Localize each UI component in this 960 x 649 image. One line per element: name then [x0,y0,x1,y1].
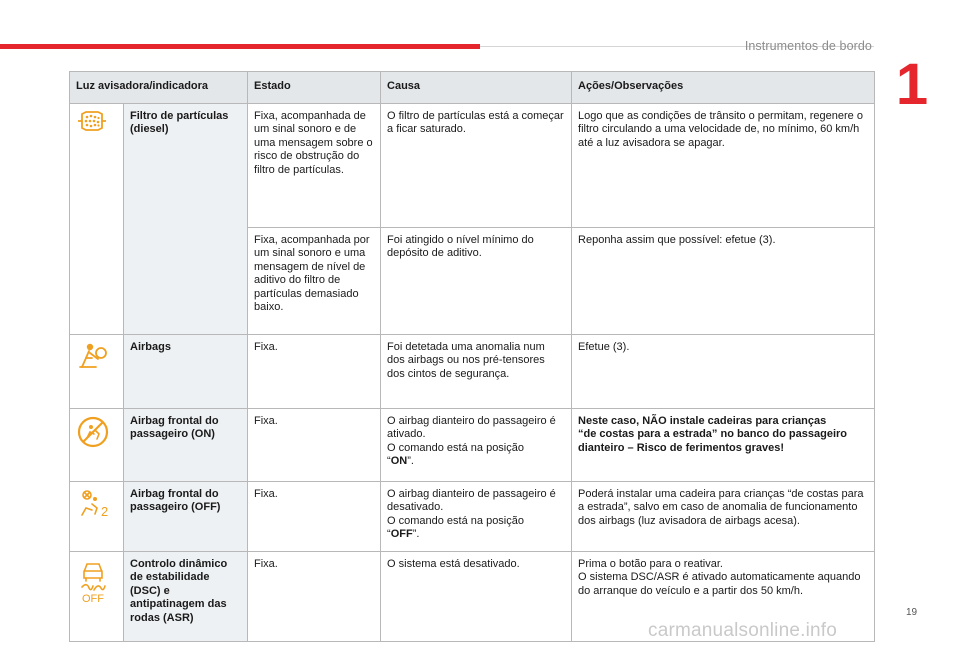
dsc-asr-off-icon [76,558,110,604]
acoes-cell: Poderá instalar uma cadeira para crianças “de costas para a estrada”, salvo em caso de anomalia de funcionamento dos airbags (luz avisadora de airbags acesa). [572,482,875,552]
header-acoes: Ações/Observações [572,72,875,104]
acoes-cell: Efetue (3). [572,335,875,409]
acoes-cell: Logo que as condições de trânsito o permitam, regenere o filtro circulando a uma velocidade de, no mínimo, 60 km/h até a luz avisadora se apagar. [572,104,875,228]
passenger-airbag-on-icon [76,415,110,449]
causa-line [387,515,565,542]
header-estado: Estado [248,72,381,104]
estado-cell: Fixa, acompanhada de um sinal sonoro e de uma mensagem sobre o risco de obstrução do filtro de partículas. [248,104,381,228]
light-name: Filtro de partículas (diesel) [124,104,248,335]
dsc-off-label: OFF [82,593,104,604]
causa-cell: O filtro de partículas está a começar a ficar saturado. [381,104,572,228]
watermark: carmanualsonline.info [648,620,838,641]
acoes-cell [572,409,875,482]
switch-position: ON [390,455,408,468]
table-header-row [70,72,875,104]
causa-cell: Foi detetada uma anomalia num dos airbags ou nos pré-tensores dos cintos de segurança. [381,335,572,409]
table-row [70,335,875,409]
table-row [70,482,875,552]
switch-position: OFF [390,528,413,541]
estado-cell: Fixa. [248,552,381,642]
light-name: Controlo dinâmico de estabilidade (DSC) e antipatinagem das rodas (ASR) [124,552,248,642]
estado-cell: Fixa. [248,482,381,552]
chapter-number: 1 [895,52,929,117]
icon-cell [70,552,124,642]
chapter-title: Instrumentos de bordo [744,39,872,53]
icon-cell [70,482,124,552]
icon-cell [70,335,124,409]
causa-cell: O sistema está desativado. [381,552,572,642]
causa-line: O airbag dianteiro do passageiro é ativado. [387,415,556,441]
estado-cell: Fixa. [248,335,381,409]
header-accent-bar [0,44,480,49]
table-row [70,409,875,482]
causa-line [387,442,565,469]
light-name: Airbag frontal do passageiro (ON) [124,409,248,482]
causa-cell [381,409,572,482]
particle-filter-icon [76,110,108,132]
acoes-line: O sistema DSC/ASR é ativado automaticamente aquando do arranque do veículo e a partir dos 50 km/h. [578,571,861,597]
page-number: 19 [906,607,918,618]
causa-quote-open: “ [387,455,391,468]
causa-quote-open: “ [387,528,391,541]
estado-cell: Fixa. [248,409,381,482]
light-name: Airbags [124,335,248,409]
causa-quote-close: ”. [412,528,420,541]
estado-cell: Fixa, acompanhada por um sinal sonoro e uma mensagem de nível de aditivo do filtro de partículas demasiado baixo. [248,228,381,335]
warning-line: “de costas para a estrada” no banco do passageiro dianteiro – Risco de ferimentos graves! [578,428,847,454]
icon-cell [70,409,124,482]
causa-quote-close: ”. [407,455,414,468]
header-causa: Causa [381,72,572,104]
causa-cell: Foi atingido o nível mínimo do depósito de aditivo. [381,228,572,335]
light-name: Airbag frontal do passageiro (OFF) [124,482,248,552]
table-row [70,104,875,228]
svg-text:2: 2 [101,504,109,519]
warning-lights-table [69,71,875,642]
passenger-airbag-off-icon [76,488,110,520]
acoes-cell: Reponha assim que possível: efetue (3). [572,228,875,335]
icon-cell [70,104,124,335]
causa-prefix: O comando está na posição [387,514,524,527]
warning-line: Neste caso, NÃO instale cadeiras para crianças [578,415,827,427]
airbag-icon [76,341,110,371]
header-luz: Luz avisadora/indicadora [70,72,248,104]
causa-cell [381,482,572,552]
acoes-line: Prima o botão para o reativar. [578,558,723,570]
causa-line: O airbag dianteiro de passageiro é desativado. [387,488,556,514]
causa-prefix: O comando está na posição [387,441,524,454]
